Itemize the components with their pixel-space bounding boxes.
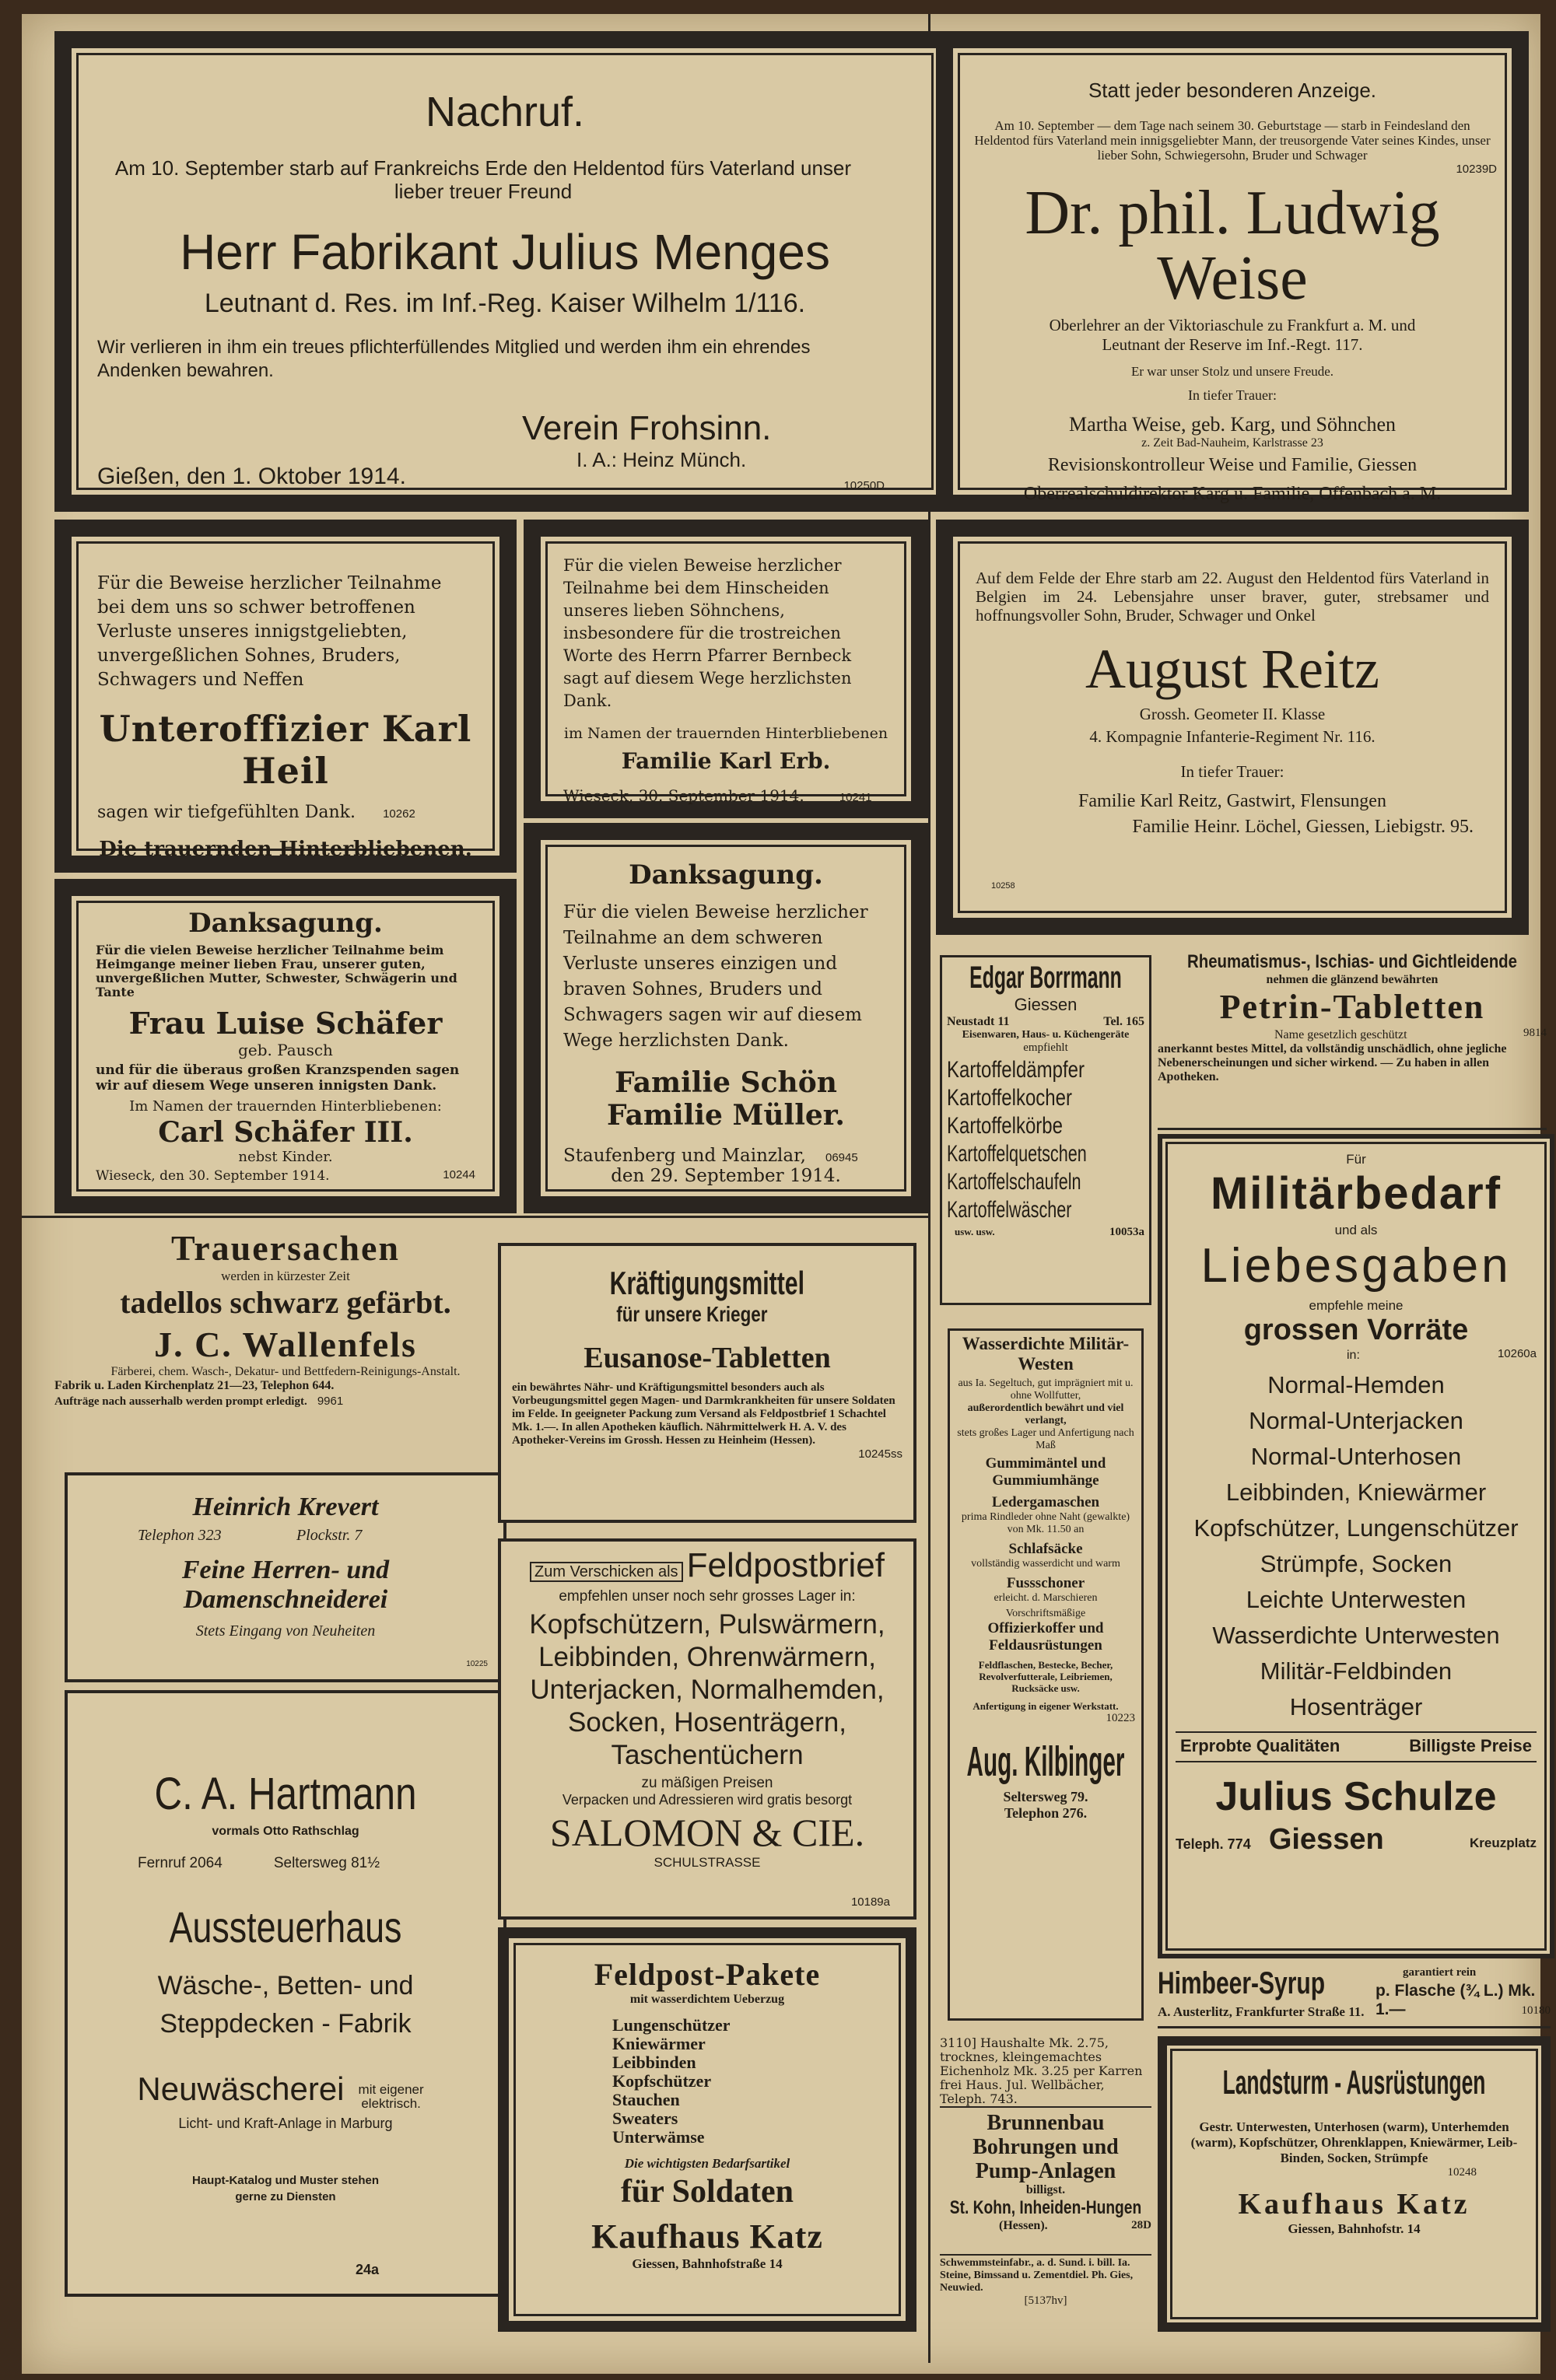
erb-text: Für die vielen Beweise herzlicher Teilnahme bei dem Hinscheiden unseres lieben Söhnchens, insbesondere für die trostreichen Worte des Herrn Pfarrer Bernbeck sagt auf diesem Wege herzlichsten Dank. [563, 556, 852, 710]
kilbinger-t8: Feldflaschen, Bestecke, Becher, Revolverfutterale, Leibriemen, Rucksäcke usw. [978, 1659, 1113, 1694]
wallenfels-sub: werden in kürzester Zeit [221, 1269, 350, 1283]
schulze-q1: Erprobte Qualitäten [1180, 1736, 1340, 1755]
kilbinger-h4: Schlafsäcke [1008, 1541, 1083, 1557]
schoen-date: den 29. September 1914. [611, 1166, 841, 1186]
ref-number: 10225 [466, 1660, 488, 1668]
ref-number: 24a [355, 2262, 379, 2277]
obituary-text: Wir verlieren in ihm ein treues pflichterfüllendes Mitglied und werden ihm ein ehrendes Andenken bewahren. [97, 337, 811, 381]
weise-mourning: In tiefer Trauer: [1188, 387, 1277, 403]
kilbinger-t6: erleicht. d. Marschieren [994, 1592, 1098, 1604]
schulze-title-2: Liebesgaben [1200, 1239, 1512, 1293]
ref-number: [5137hv] [1024, 2294, 1067, 2307]
schulze-item: Wasserdichte Unterwesten [1212, 1622, 1500, 1649]
schoen-place: Staufenberg und Mainzlar, [563, 1146, 806, 1166]
ad-krevert [65, 1472, 506, 1682]
katz-item: Lungenschützer [612, 2015, 731, 2035]
hartmann-name: C. A. Hartmann [154, 1769, 417, 1819]
kohn-state: (Hessen). [999, 2219, 1048, 2232]
himbeer-price: p. Flasche (¾ L.) Mk. 1.— [1376, 1982, 1536, 2018]
schoen-text: Für die vielen Beweise herzlicher Teilnahme an dem schweren Verluste unseres einzigen und braven Sohnes, Bruders und Schwagers sagen wir auf diesem Wege herzlichsten Dank. [563, 902, 868, 1051]
gies-text: Schwemmsteinfabr., a. d. Sund. i. bill. Ia. Steine, Bimssand u. Zementdiel. Ph. Gies, Neuwied. [940, 2257, 1134, 2294]
kilbinger-name: Aug. Kilbinger [966, 1738, 1125, 1785]
katz-item: Kopfschützer [612, 2071, 712, 2091]
borrmann-item: Kartoffelschaufeln [947, 1169, 1081, 1195]
ad-wallenfels [54, 1227, 517, 1461]
ref-number: 10244 [443, 1168, 475, 1181]
schulze-in: in: [1347, 1349, 1360, 1362]
borrmann-phone: Tel. 165 [1103, 1015, 1144, 1028]
weise-desc-1: Oberlehrer an der Viktoriaschule zu Frankfurt a. M. und [1049, 316, 1416, 334]
katz-item: Stauchen [612, 2090, 680, 2109]
weise-pride: Er war unser Stolz und unsere Freude. [1130, 364, 1334, 379]
ref-number: 10258 [991, 881, 1015, 891]
kilbinger-h2: Gummimäntel und Gummiumhänge [985, 1455, 1106, 1489]
katz-sub: mit wasserdichtem Ueberzug [629, 1993, 785, 2006]
deceased-name: Dr. phil. Ludwig Weise [1025, 179, 1440, 313]
himbeer-title: Himbeer-Syrup [1158, 1966, 1326, 2000]
schulze-item: Strümpfe, Socken [1260, 1550, 1453, 1577]
eusanose-for: für unsere Krieger [615, 1302, 768, 1326]
katz-item: Leibbinden [612, 2053, 696, 2072]
deceased-name: Herr Fabrikant Julius Menges [180, 224, 830, 280]
wallenfels-claim: tadellos schwarz gefärbt. [120, 1285, 451, 1320]
wallenfels-title: Trauersachen [170, 1228, 400, 1268]
krevert-slogan: Stets Eingang von Neuheiten [195, 1622, 376, 1640]
salomon-service: Verpacken und Adressieren wird gratis besorgt [562, 1792, 853, 1808]
katz-note: Die wichtigsten Bedarfsartikel [624, 2156, 790, 2171]
schulze-big: grossen Vorräte [1243, 1314, 1469, 1346]
reitz-family-2: Familie Heinr. Löchel, Giessen, Liebigstr. 95. [1132, 817, 1474, 837]
ad-kilbinger [948, 1328, 1144, 2021]
schulze-title-1: Militärbedarf [1210, 1168, 1502, 1219]
schulze-item: Militär-Feldbinden [1260, 1657, 1453, 1685]
salomon-street: SCHULSTRASSE [654, 1855, 761, 1870]
wellbaecher-text: 3110] Haushalte Mk. 2.75, trocknes, kleingemachtes Eichenholz Mk. 3.25 per Karren frei Haus. Jul. Wellbächer, Teleph. 743. [940, 2035, 1143, 2106]
deceased-name: Unteroffizier Karl Heil [99, 708, 472, 792]
hartmann-formerly: vormals Otto Rathschlag [212, 1825, 359, 1838]
schulze-q2: Billigste Preise [1409, 1736, 1532, 1755]
kilbinger-t2: außerordentlich bewährt und viel verlangt, [967, 1402, 1124, 1426]
katz-item: Kniewärmer [612, 2034, 706, 2053]
krevert-trade-1: Feine Herren- und [181, 1556, 390, 1584]
schaefer-children: nebst Kinder. [238, 1149, 333, 1165]
erb-for: im Namen der trauernden Hinterbliebenen [563, 725, 888, 742]
schulze-street: Kreuzplatz [1470, 1836, 1537, 1850]
hartmann-catalog: Haupt-Katalog und Muster stehen [191, 2173, 379, 2187]
krevert-phone: Telephon 323 [138, 1527, 222, 1544]
kilbinger-t7: Vorschriftsmäßige [1005, 1608, 1086, 1619]
schulze-item: Leibbinden, Kniewärmer [1225, 1479, 1487, 1506]
borrmann-rec: empfiehlt [1023, 1041, 1068, 1054]
deceased-rank: Leutnant d. Res. im Inf.-Reg. Kaiser Wilhelm 1/116. [204, 289, 806, 318]
katz-firm: Kaufhaus Katz [591, 2217, 823, 2256]
family-name: Familie Karl Erb. [621, 748, 831, 774]
eusanose-product: Eusanose-Tabletten [584, 1342, 831, 1374]
hartmann-house: Aussteuerhaus [169, 1902, 402, 1951]
schulze-item: Normal-Unterhosen [1250, 1443, 1462, 1470]
petrin-sub: nehmen die glänzend bewährten [1266, 973, 1439, 986]
katz2-title: Landsturm - Ausrüstungen [1222, 2063, 1486, 2102]
ref-number: 9814 [1523, 1027, 1547, 1039]
schaefer-nee: geb. Pausch [238, 1041, 333, 1059]
kilbinger-phone: Telephon 276. [1004, 1805, 1088, 1821]
schoen-title: Danksagung. [629, 859, 823, 891]
petrin-head: Rheumatismus-, Ischias- und Gichtleidende [1187, 951, 1517, 972]
hartmann-laundry-note: mit eigener elektrisch. [358, 2081, 424, 2111]
heil-text: Für die Beweise herzlicher Teilnahme bei dem uns so schwer betroffenen Verluste unseres innigstgeliebten, unvergeßlichen Sohnes, Bruders, Schwagers und Neffen [97, 573, 442, 690]
weise-header: Statt jeder besonderen Anzeige. [1088, 79, 1377, 102]
katz2-addr: Giessen, Bahnhofstr. 14 [1288, 2221, 1421, 2236]
reitz-text: Auf dem Felde der Ehre starb am 22. August den Heldentod fürs Vaterland in Belgien im 24. Lebensjahre unser braver, guter, strebsamer und hoffnungsvoller Sohn, Bruder, Schwager und Onkel [976, 569, 1489, 625]
thanks-schaefer [54, 879, 517, 1213]
ref-number: 10223 [1106, 1712, 1135, 1724]
borrmann-etc: usw. usw. [955, 1226, 995, 1237]
schulze-and: und als [1334, 1223, 1378, 1237]
reitz-family-1: Familie Karl Reitz, Gastwirt, Flensungen [1078, 791, 1386, 811]
borrmann-item: Kartoffelkocher [947, 1085, 1072, 1111]
signer: Carl Schäfer III. [158, 1116, 413, 1149]
schulze-item: Kopfschützer, Lungenschützer [1193, 1514, 1519, 1542]
himbeer-firm: A. Austerlitz, Frankfurter Straße 11. [1158, 2004, 1365, 2019]
petrin-name: Petrin-Tabletten [1219, 988, 1485, 1026]
borrmann-trade: Eisenwaren, Haus- u. Küchengeräte [962, 1029, 1130, 1041]
deceased-name: August Reitz [1085, 638, 1379, 700]
kohn-sub: billigst. [1025, 2183, 1066, 2196]
katz2-text: Gestr. Unterwesten, Unterhosen (warm), Unterhemden (warm), Kopfschützer, Ohrenklappen, Kniewärmer, Leib-Binden, Socken, Strümpfe [1190, 2119, 1518, 2165]
erb-place: Wieseck, 30. September 1914. [563, 786, 804, 805]
kilbinger-t4: prima Rindleder ohne Naht (gewalkte) von Mk. 11.50 an [961, 1511, 1130, 1535]
weise-intro: Am 10. September — dem Tage nach seinem 30. Geburtstage — starb in Feindesland den Heldentod fürs Vaterland mein innigsgeliebter Mann, der treusorgende Vater seines Kindes, unser lieber Sohn, Schwiegersohn, Bruder und Schwager [974, 118, 1491, 163]
ref-number: 10189a [850, 1895, 890, 1909]
salomon-prices: zu mäßigen Preisen [641, 1775, 773, 1791]
obituary-intro: Am 10. September starb auf Frankreichs Erde den Heldentod fürs Vaterland unser lieber treuer Freund [114, 156, 852, 203]
salomon-title: Feldpostbrief [686, 1546, 885, 1584]
ref-number: 10241 [839, 791, 872, 804]
obituary-weise [936, 31, 1529, 512]
borrmann-item: Kartoffelquetschen [947, 1141, 1087, 1167]
schaefer-text: Für die vielen Beweise herzlicher Teilnahme beim Heimgange meiner lieben Frau, unserer guten, unvergeßlichen Mutter, Schwester, Schwägerin und Tante [96, 943, 457, 999]
weise-family-2: Revisionskontrolleur Weise und Familie, Giessen [1047, 455, 1418, 475]
ad-borrmann [940, 955, 1151, 1305]
wallenfels-line-1: Färberei, chem. Wasch-, Dekatur- und Bettfedern-Reinigungs-Anstalt. [110, 1365, 461, 1378]
reitz-rank-1: Grossh. Geometer II. Klasse [1139, 705, 1326, 723]
weise-family-3: Oberrealschuldirektor Karg u. Familie, Offenbach a. M. [1023, 484, 1442, 504]
borrmann-city: Giessen [1014, 995, 1078, 1014]
org-name: Verein Frohsinn. [522, 409, 772, 447]
ad-himbeer [1158, 1966, 1551, 2028]
hartmann-laundry-sub: Licht- und Kraft-Anlage in Marburg [178, 2115, 393, 2131]
schulze-rec: empfehle meine [1309, 1298, 1404, 1313]
obituary-menges [54, 31, 955, 512]
schulze-phone: Teleph. 774 [1176, 1836, 1251, 1852]
salomon-pre: Zum Verschicken als [530, 1562, 683, 1582]
eusanose-text: ein bewährtes Nähr- und Kräftigungsmittel besonders auch als Vorbeugungsmittel gegen Magen- und Darmkrankheiten für unsere Soldaten im Felde. In geeigneter Packung zum Versand als Feldpostbrief 1 Schachtel Mk. 1.—. In allen Apotheken käuflich. Nährmittelwerk H. A. V. des Apotheker-Vereins im Grossh. Hessen zu Heinheim (Hessen). [512, 1381, 895, 1447]
kilbinger-t9: Anfertigung in eigener Werkstatt. [972, 1700, 1119, 1712]
salomon-items: Kopfschützern, Pulswärmern, Leibbinden, Ohrenwärmern, Unterjacken, Normalhemden, Socken, Hosenträgern, Taschentüchern [529, 1609, 885, 1770]
ref-number: 10053a [1109, 1226, 1144, 1238]
kilbinger-h3: Ledergamaschen [991, 1494, 1100, 1510]
ref-number: 10180 [1521, 2004, 1551, 2017]
salomon-firm: SALOMON & CIE. [549, 1811, 865, 1854]
ad-hartmann [65, 1690, 506, 2297]
ref-number: 10239D [1456, 163, 1497, 176]
hartmann-phone: Fernruf 2064 [138, 1855, 223, 1871]
obituary-reitz [936, 520, 1529, 935]
ad-salomon [498, 1538, 916, 1920]
ref-number: 06945 [825, 1151, 858, 1164]
obituary-title: Nachruf. [425, 89, 585, 135]
krevert-name: Heinrich Krevert [192, 1493, 379, 1521]
family-name-2: Familie Müller. [607, 1099, 845, 1132]
kilbinger-h5: Fussschoner [1006, 1575, 1085, 1591]
katz-item: Unterwämse [612, 2127, 705, 2147]
ref-number: 10262 [383, 807, 415, 821]
ref-number: 10245ss [858, 1447, 902, 1461]
eusanose-title: Kräftigungsmittel [609, 1265, 805, 1301]
ad-kohn [940, 2106, 1151, 2270]
schaefer-for: Im Namen der trauernden Hinterbliebenen: [129, 1098, 442, 1115]
ref-number: 10248 [1447, 2166, 1477, 2179]
katz-for: für Soldaten [620, 2174, 794, 2210]
kilbinger-h6: Offizierkoffer und Feldausrüstungen [987, 1620, 1104, 1654]
schulze-city: Giessen [1268, 1823, 1384, 1856]
wallenfels-firm: J. C. Wallenfels [154, 1325, 417, 1364]
borrmann-street: Neustadt 11 [947, 1015, 1010, 1028]
ad-schulze [1158, 1134, 1554, 1958]
schulze-item: Normal-Unterjacken [1249, 1407, 1463, 1434]
krevert-trade-2: Damenschneiderei [183, 1585, 388, 1614]
kilbinger-street: Seltersweg 79. [1003, 1789, 1088, 1804]
ref-number: 28D [1131, 2219, 1151, 2231]
reitz-rank-2: 4. Kompagnie Infanterie-Regiment Nr. 116. [1089, 727, 1376, 746]
schulze-item: Normal-Hemden [1267, 1371, 1445, 1398]
schaefer-text-2: und für die überaus großen Kranzspenden sagen wir auf diesem Wege unseren innigsten Dank. [96, 1062, 460, 1094]
deceased-name: Frau Luise Schäfer [128, 1006, 443, 1041]
borrmann-item: Kartoffelwäscher [947, 1197, 1072, 1223]
ad-petrin [1158, 951, 1547, 1130]
borrmann-name: Edgar Borrmann [969, 961, 1122, 995]
ref-number: 9961 [317, 1395, 344, 1408]
schaefer-place: Wieseck, den 30. September 1914. [96, 1168, 330, 1184]
schulze-firm: Julius Schulze [1215, 1774, 1497, 1819]
schulze-item: Leichte Unterwesten [1246, 1586, 1467, 1613]
weise-family-1: Martha Weise, geb. Karg, und Söhnchen [1068, 413, 1397, 436]
wallenfels-line-3: Aufträge nach ausserhalb werden prompt erledigt. [54, 1395, 307, 1408]
hartmann-line-2: Steppdecken - Fabrik [159, 2009, 412, 2039]
signer: I. A.: Heinz Münch. [576, 448, 747, 471]
ad-eusanose [498, 1243, 916, 1523]
kohn-name: St. Kohn, Inheiden-Hungen [949, 2197, 1142, 2218]
row-rule [22, 1216, 928, 1218]
family-name-1: Familie Schön [615, 1066, 837, 1099]
ad-wellbaecher [940, 2035, 1151, 2106]
katz-addr: Giessen, Bahnhofstraße 14 [632, 2256, 783, 2271]
heil-thanks: sagen wir tiefgefühlten Dank. [97, 803, 356, 822]
place-date: Gießen, den 1. Oktober 1914. [97, 464, 406, 489]
petrin-t1: Name gesetzlich geschützt [1274, 1028, 1407, 1041]
kilbinger-t3: stets großes Lager und Anfertigung nach Maß [957, 1427, 1134, 1451]
wallenfels-line-2: Fabrik u. Laden Kirchenplatz 21—23, Telephon 644. [54, 1379, 335, 1392]
ad-katz-landsturm [1158, 2036, 1551, 2332]
kilbinger-title: Wasserdichte Militär-Westen [962, 1334, 1130, 1374]
hartmann-street: Seltersweg 81½ [273, 1855, 380, 1871]
hartmann-line-1: Wäsche-, Betten- und [157, 1971, 414, 2000]
ref-number: 10250D [843, 479, 885, 492]
krevert-street: Plockstr. 7 [296, 1527, 363, 1544]
schulze-for: Für [1346, 1152, 1366, 1167]
katz2-firm: Kaufhaus Katz [1238, 2188, 1470, 2221]
newspaper-page [22, 14, 1551, 2374]
weise-family-1b: z. Zeit Bad-Nauheim, Karlstrasse 23 [1141, 436, 1323, 450]
borrmann-item: Kartoffelkörbe [947, 1113, 1063, 1139]
thanks-heil [54, 520, 517, 873]
thanks-schoen [524, 823, 928, 1213]
petrin-t2: anerkannt bestes Mittel, da vollständig unschädlich, ohne jegliche Nebenerscheinungen und sicher wirkend. — Zu haben in allen Apotheken. [1158, 1042, 1507, 1083]
heil-sign: Die trauernden Hinterbliebenen. [99, 838, 472, 861]
salomon-sub: empfehlen unser noch sehr grosses Lager in: [559, 1588, 856, 1605]
weise-desc-2: Leutnant der Reserve im Inf.-Regt. 117. [1102, 335, 1363, 354]
hartmann-laundry: Neuwäscherei [137, 2070, 345, 2107]
kilbinger-t1: aus Ia. Segeltuch, gut imprägniert mit u. ohne Wollfutter, [958, 1377, 1134, 1402]
kilbinger-t5: vollständig wasserdicht und warm [971, 1558, 1120, 1570]
ad-katz-feldpost [498, 1927, 916, 2332]
borrmann-item: Kartoffeldämpfer [947, 1057, 1085, 1083]
katz-title: Feldpost-Pakete [594, 1957, 821, 1992]
ad-gies [940, 2254, 1151, 2324]
ref-number: 10260a [1497, 1347, 1537, 1360]
schulze-item: Hosenträger [1289, 1693, 1423, 1720]
schaefer-title: Danksagung. [188, 908, 383, 939]
hartmann-catalog-2: gerne zu Diensten [235, 2189, 336, 2203]
kohn-title: Brunnenbau Bohrungen und Pump-Anlagen [972, 2111, 1119, 2183]
himbeer-tag: garantiert rein [1403, 1966, 1477, 1979]
thanks-erb [524, 520, 928, 818]
reitz-mourning: In tiefer Trauer: [1180, 762, 1284, 781]
katz-item: Sweaters [612, 2109, 678, 2128]
